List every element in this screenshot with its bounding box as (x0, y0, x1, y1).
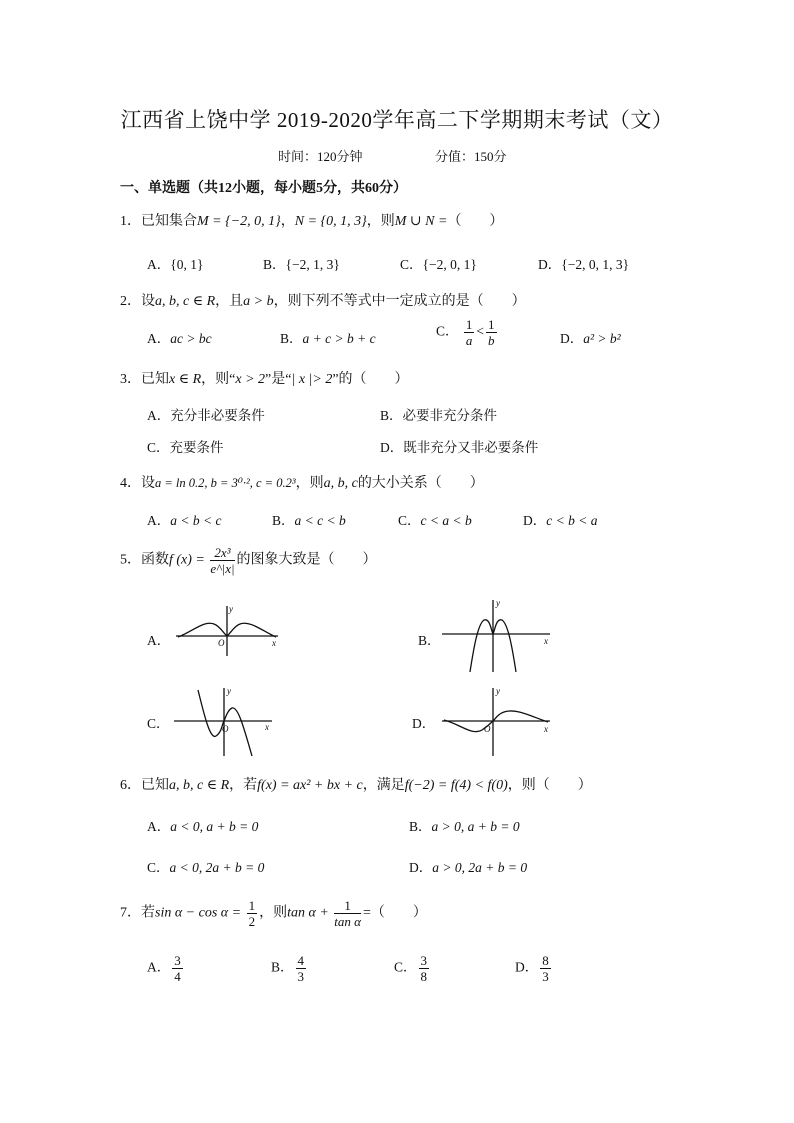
fraction (486, 317, 497, 348)
q4-option-b (272, 509, 346, 529)
q3-stem-c: ”是“ (265, 372, 292, 387)
q1-option-c (400, 253, 477, 273)
q1-stem-c: ，则 (366, 214, 395, 229)
q1-set-n: N = {0, 1, 3} (294, 214, 367, 229)
option-label: B． (271, 959, 294, 975)
q6-stem-c: ，满足 (362, 778, 405, 793)
numerator: 3 (420, 953, 428, 968)
q3-option-c: C．充要条件 (147, 440, 224, 455)
q3-var: x ∈ R (169, 372, 202, 387)
option-value: a² > b² (583, 331, 621, 346)
q6-function: f(x) = ax² + bx + c (257, 778, 363, 793)
axis-x-label: x (265, 722, 269, 732)
q6-condition: f(−2) = f(4) < f(0) (404, 778, 508, 793)
option-value: a < 0, 2a + b = 0 (169, 860, 265, 875)
option-value: {−2, 1, 3} (285, 257, 340, 272)
q7-tan: tan α + (287, 905, 329, 921)
q5-function: f (x) = (169, 552, 205, 568)
option-value: a < 0, a + b = 0 (170, 819, 259, 834)
q5-stem-a: 5．函数 (120, 552, 169, 568)
fraction (247, 898, 258, 929)
option-label: B． (272, 513, 295, 528)
q3-option-b: B．必要非充分条件 (380, 408, 498, 423)
q1-union: M ∪ N = (394, 214, 448, 229)
option-value: c < b < a (546, 513, 598, 528)
fraction (334, 898, 361, 929)
q5-stem-b: 的图象大致是（ ） (236, 552, 377, 568)
q7-option-b (271, 953, 308, 984)
option-label: D． (538, 257, 562, 272)
option-label: B． (280, 331, 303, 346)
option-value: {0, 1} (170, 257, 204, 272)
q1-set-m: M = {−2, 0, 1} (197, 214, 281, 229)
q4-stem-a: 4．设 (120, 476, 155, 491)
q3-option-a: A．充分非必要条件 (147, 408, 265, 423)
q7-stem-a: 7．若 (120, 905, 155, 921)
option-value: a + c > b + c (302, 331, 376, 346)
q2-stem-c: ，则下列不等式中一定成立的是（ ） (273, 294, 526, 309)
denominator: e^|x| (210, 561, 235, 576)
option-value: {−2, 0, 1} (422, 257, 477, 272)
q6-option-b (409, 815, 520, 835)
q6-vars: a, b, c ∈ R (169, 778, 230, 793)
q3-cond-1: x > 2 (235, 372, 266, 387)
option-label: B． (263, 257, 286, 272)
q7-option-c (394, 953, 431, 984)
option-value: a < b < c (170, 513, 222, 528)
q4-vars: a, b, c (323, 476, 358, 491)
numerator: 1 (248, 898, 256, 913)
option-value: a > 0, 2a + b = 0 (432, 860, 528, 875)
option-label: C． (400, 257, 423, 272)
graph-a (172, 600, 287, 660)
question-3 (120, 368, 409, 388)
q5-option-d-label: D． (412, 716, 436, 731)
axis-y-label: y (496, 598, 500, 608)
origin-label: O (222, 724, 229, 734)
q4-option-d (523, 509, 597, 529)
option-label: C． (398, 513, 421, 528)
q7-option-d (515, 953, 553, 984)
graph-b (440, 596, 555, 676)
q7-stem-c: =（ ） (362, 905, 427, 921)
exam-score: 分值：150分 (435, 149, 507, 164)
q3-stem-a: 3．已知 (120, 372, 169, 387)
numerator: 4 (297, 953, 305, 968)
axis-y-label: y (229, 604, 233, 614)
question-1 (120, 210, 503, 230)
q7-option-a (147, 953, 185, 984)
q3-option-d: D．既非充分又非必要条件 (380, 440, 539, 455)
denominator: 3 (542, 969, 549, 984)
q3-stem-d: ”的（ ） (332, 372, 409, 387)
fraction (419, 953, 430, 984)
fraction (210, 545, 234, 576)
q4-stem-b: ，则 (295, 476, 324, 491)
section-heading: 一、单选题（共12小题，每小题5分，共60分） (120, 181, 407, 196)
option-label: D． (560, 331, 584, 346)
option-value: c < a < b (420, 513, 472, 528)
option-label: C． (394, 959, 417, 975)
option-label: C． (147, 860, 170, 875)
numerator: 3 (174, 953, 181, 968)
option-label: A． (147, 513, 171, 528)
q6-option-d (409, 856, 527, 876)
q3-cond-2: | x |> 2 (291, 372, 333, 387)
exam-time: 时间：120分钟 (278, 149, 363, 164)
q7-lhs: sin α − cos α = (155, 905, 242, 921)
q1-stem-d: （ ） (447, 214, 504, 229)
q6-stem-d: ，则（ ） (507, 778, 592, 793)
q5-option-b-label: B． (418, 633, 441, 648)
numerator: 1 (488, 317, 495, 332)
denominator: 2 (248, 914, 256, 929)
axis-x-label: x (272, 638, 276, 648)
denominator: 4 (174, 969, 181, 984)
origin-label: O (218, 638, 225, 648)
option-label: C． (436, 323, 459, 339)
option-value: a < c < b (294, 513, 346, 528)
denominator: 3 (297, 969, 305, 984)
q6-option-c (147, 856, 264, 876)
numerator: 2x³ (210, 545, 234, 561)
option-label: A． (147, 331, 171, 346)
graph-d (440, 684, 555, 759)
numerator: 8 (542, 953, 549, 968)
q7-stem-b: ，则 (259, 905, 288, 921)
origin-label: O (484, 724, 491, 734)
option-value: ac > bc (170, 331, 212, 346)
option-label: D． (523, 513, 547, 528)
q4-definitions: a = ln 0.2, b = 3⁰·², c = 0.2³ (155, 476, 296, 490)
q1-stem-b: ， (280, 214, 295, 229)
q3-stem-b: ，则“ (201, 372, 236, 387)
q2-stem-b: ，且 (215, 294, 244, 309)
question-4 (120, 472, 484, 492)
q4-stem-c: 的大小关系（ ） (357, 476, 484, 491)
q2-option-a (147, 327, 212, 347)
option-label: A． (147, 959, 171, 975)
option-value: {−2, 0, 1, 3} (561, 257, 630, 272)
option-value: a > 0, a + b = 0 (431, 819, 520, 834)
fraction (464, 317, 475, 348)
q2-condition: a > b (243, 294, 274, 309)
question-2 (120, 290, 526, 310)
denominator: tan α (334, 914, 361, 929)
q2-vars: a, b, c ∈ R (155, 294, 216, 309)
q2-option-b (280, 327, 376, 347)
axis-x-label: x (544, 636, 548, 646)
q4-option-a (147, 509, 221, 529)
axis-y-label: y (496, 686, 500, 696)
q5-option-a-label: A． (147, 633, 171, 648)
option-label: D． (409, 860, 433, 875)
q4-option-c (398, 509, 472, 529)
question-5 (120, 545, 377, 576)
q1-option-b (263, 253, 340, 273)
axis-x-label: x (544, 724, 548, 734)
q1-stem-a: 1．已知集合 (120, 214, 197, 229)
page-title: 江西省上饶中学 2019-2020学年高二下学期期末考试（文） (120, 108, 674, 132)
option-label: A． (147, 257, 171, 272)
q5-option-c-label: C． (147, 716, 170, 731)
q2-option-c (436, 317, 499, 348)
axis-y-label: y (227, 686, 231, 696)
q2-option-d (560, 327, 621, 347)
question-6 (120, 774, 592, 794)
graph-c (172, 684, 287, 759)
q6-option-a (147, 815, 258, 835)
q6-stem-a: 6．已知 (120, 778, 169, 793)
q1-option-d (538, 253, 629, 273)
fraction (540, 953, 551, 984)
denominator: b (488, 333, 495, 348)
fraction (172, 953, 183, 984)
denominator: 8 (420, 969, 428, 984)
curve (198, 690, 252, 756)
option-label: D． (515, 959, 539, 975)
option-label: B． (409, 819, 432, 834)
option-label: A． (147, 819, 171, 834)
numerator: 1 (334, 898, 361, 914)
denominator: a (465, 333, 473, 348)
question-7 (120, 898, 427, 929)
q6-stem-b: ，若 (229, 778, 258, 793)
numerator: 1 (465, 317, 473, 332)
q1-option-a (147, 253, 203, 273)
fraction (296, 953, 307, 984)
q2-stem-a: 2．设 (120, 294, 155, 309)
less-than: < (476, 323, 485, 339)
